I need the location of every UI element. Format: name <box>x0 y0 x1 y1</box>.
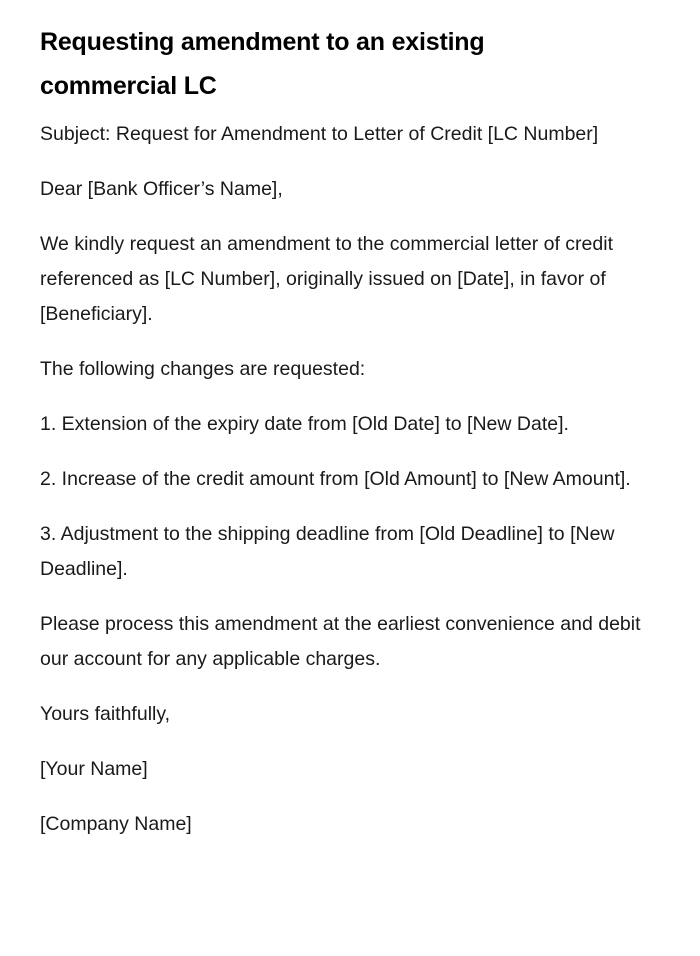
closing-request: Please process this amendment at the earliest convenience and debit our account for any applicable charges. <box>40 613 641 670</box>
subject-line: Subject: Request for Amendment to Letter of Credit [LC Number] <box>40 123 599 145</box>
sign-off: Yours faithfully, <box>40 703 171 725</box>
change-item-3: 3. Adjustment to the shipping deadline from [Old Deadline] to [New Deadline]. <box>40 523 615 580</box>
changes-heading: The following changes are requested: <box>40 358 366 380</box>
change-item-2: 2. Increase of the credit amount from [Old Amount] to [New Amount]. <box>40 468 631 490</box>
sender-name: [Your Name] <box>40 758 148 780</box>
company-name: [Company Name] <box>40 813 192 835</box>
change-item-1: 1. Extension of the expiry date from [Old Date] to [New Date]. <box>40 413 569 435</box>
document-title: Requesting amendment to an existing commercial LC <box>40 28 485 100</box>
salutation: Dear [Bank Officer’s Name], <box>40 178 283 200</box>
intro-paragraph: We kindly request an amendment to the commercial letter of credit referenced as [LC Number], originally issued on [Date], in favor of [Beneficiary]. <box>40 233 613 325</box>
